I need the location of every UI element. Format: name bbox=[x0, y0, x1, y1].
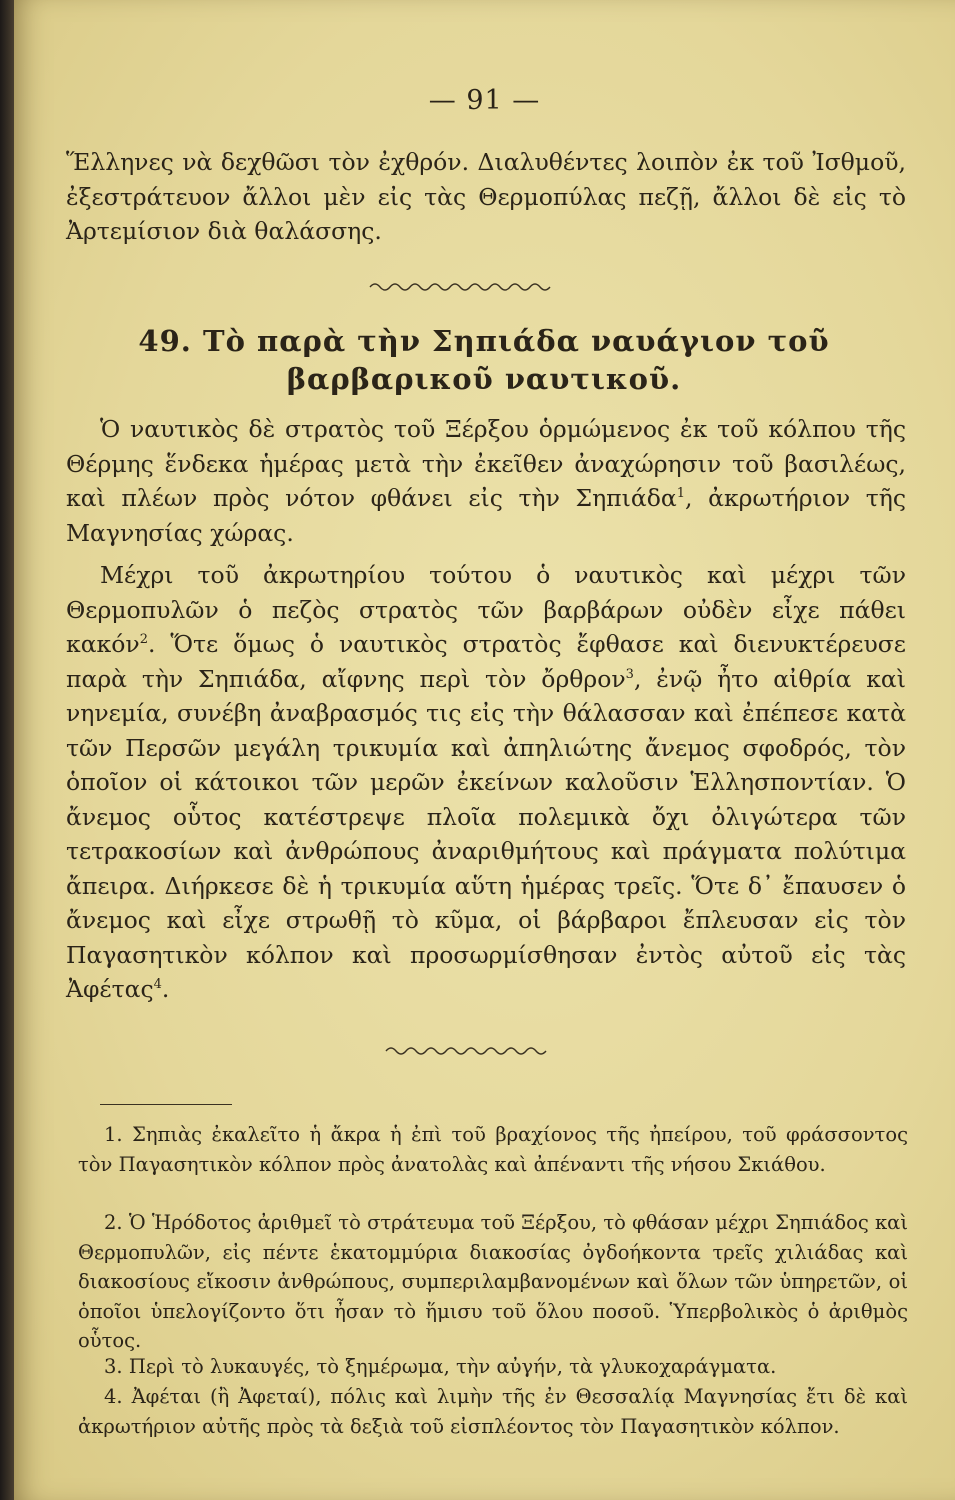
section-heading bbox=[74, 322, 894, 398]
footnote-number: 2. bbox=[104, 1211, 123, 1234]
paragraph-1-text-b: , ἀκρωτήριον τῆς Μαγνησίας χώρας. bbox=[66, 484, 907, 547]
paragraph-2-text-d: . bbox=[161, 975, 170, 1003]
footnote-ref-2: 2 bbox=[139, 632, 148, 648]
footnote-4 bbox=[78, 1382, 908, 1441]
section-title-line1: Τὸ παρὰ τὴν Σηπιάδα ναυάγιον τοῦ bbox=[202, 324, 830, 358]
footnote-text: Ὁ Ἡρόδοτος ἀριθμεῖ τὸ στράτευμα τοῦ Ξέρξου, τὸ φθάσαν μέχρι Σηπιάδος καὶ Θερμοπυλῶν, εἰς πέντε ἑκατομμύρια διακοσίας ὀγδοήκοντα τρεῖς χιλιάδας καὶ διακοσίους εἴκοσιν ἀνθρώπους, συμπεριλαμβανομένων καὶ ὅλων τῶν ὑπηρετῶν, οἱ ὁποῖοι ὑπελογίζοντο ὅτι ἦσαν τὸ ἥμισυ τοῦ ὅλου ποσοῦ. Ὑπερβολικὸς ὁ ἀριθμὸς οὗτος. bbox=[78, 1211, 908, 1352]
wavy-ornament-top bbox=[14, 280, 955, 294]
book-binding bbox=[0, 0, 14, 1500]
footnote-1 bbox=[78, 1120, 908, 1179]
footnote-number: 4. bbox=[104, 1385, 123, 1408]
paragraph-2-text-b: . Ὅτε ὅμως ὁ ναυτικὸς στρατὸς ἔφθασε καὶ διενυκτέρευσε παρὰ τὴν Σηπιάδα, αἴφνης περὶ τὸν ὄρθρον bbox=[66, 630, 906, 693]
paragraph-2 bbox=[66, 558, 906, 1007]
section-number: 49. bbox=[138, 324, 192, 358]
footnote-text: Σηπιὰς ἐκαλεῖτο ἡ ἄκρα ἡ ἐπὶ τοῦ βραχίονος τῆς ἠπείρου, τοῦ φράσσοντος τὸν Παγασητικὸν κόλπον πρὸς ἀνατολὰς καὶ ἀπέναντι τῆς νήσου Σκιάθου. bbox=[78, 1123, 908, 1176]
page-number: — 91 — bbox=[428, 85, 541, 116]
footnote-text: Περὶ τὸ λυκαυγές, τὸ ξημέρωμα, τὴν αὐγήν, τὰ γλυκοχαράγματα. bbox=[128, 1355, 777, 1378]
paragraph-2-text-a: Μέχρι τοῦ ἀκρωτηρίου τούτου ὁ ναυτικὸς καὶ μέχρι τῶν Θερμοπυλῶν ὁ πεζὸς στρατὸς τῶν βαρβάρων οὐδὲν εἶχε πάθει κακόν bbox=[66, 561, 906, 658]
footnote-text: Ἀφέται (ἢ Ἀφεταί), πόλις καὶ λιμὴν τῆς ἐν Θεσσαλίᾳ Μαγνησίας ἔτι δὲ καὶ ἀκρωτήριον αὐτῆς πρὸς τὰ δεξιὰ τοῦ εἰσπλέοντος τὸν Παγασητικὸν κόλπον. bbox=[78, 1385, 909, 1438]
footnote-number: 1. bbox=[104, 1123, 123, 1146]
wavy-ornament-bottom bbox=[14, 1044, 955, 1058]
footnote-number: 3. bbox=[104, 1355, 123, 1378]
intro-paragraph: Ἕλληνες νὰ δεχθῶσι τὸν ἐχθρόν. Διαλυθέντες λοιπὸν ἐκ τοῦ Ἰσθμοῦ, ἐξεστράτευον ἄλλοι μὲν εἰς τὰς Θερμοπύλας πεζῇ, ἄλλοι δὲ εἰς τὸ Ἀρτεμίσιον διὰ θαλάσσης. bbox=[66, 148, 906, 245]
footnote-3 bbox=[78, 1352, 908, 1382]
paragraph-1 bbox=[66, 412, 906, 550]
paragraph-1-text-a: Ὁ ναυτικὸς δὲ στρατὸς τοῦ Ξέρξου ὁρμώμενος ἐκ τοῦ κόλπου τῆς Θέρμης ἕνδεκα ἡμέρας μετὰ τὴν ἐκεῖθεν ἀναχώρησιν τοῦ βασιλέως, καὶ πλέων πρὸς νότον φθάνει εἰς τὴν Σηπιάδα bbox=[66, 415, 906, 512]
paragraph-2-text-c: , ἐνῷ ἦτο αἰθρία καὶ νηνεμία, συνέβη ἀναβρασμός τις εἰς τὴν θάλασσαν καὶ ἐπέπεσε κατὰ τῶν Περσῶν μεγάλη τρικυμία καὶ ἀπηλιώτης ἄνεμος σφοδρός, τὸν ὁποῖον οἱ κάτοικοι τῶν μερῶν ἐκείνων καλοῦσιν Ἑλλησποντίαν. Ὁ ἄνεμος οὗτος κατέστρεψε πλοῖα πολεμικὰ ὄχι ὀλιγώτερα τῶν τετρακοσίων καὶ ἀνθρώπους ἀναριθμήτους καὶ πράγματα πολύτιμα ἄπειρα. Διήρκεσε δὲ ἡ τρικυμία αὕτη ἡμέρας τρεῖς. Ὅτε δ᾽ ἔπαυσεν ὁ ἄνεμος καὶ εἶχε στρωθῇ τὸ κῦμα, οἱ βάρβαροι ἔπλευσαν εἰς τὸν Παγασητικὸν κόλπον καὶ προσωρμίσθησαν ἐντὸς αὐτοῦ εἰς τὰς Ἀφέτας bbox=[66, 664, 906, 1003]
footnote-divider bbox=[100, 1104, 232, 1105]
footnote-ref-4: 4 bbox=[153, 977, 162, 993]
footnote-ref-3: 3 bbox=[625, 666, 634, 682]
footnote-2 bbox=[78, 1208, 908, 1356]
footnote-ref-1: 1 bbox=[676, 486, 685, 502]
section-title-line2: βαρβαρικοῦ ναυτικοῦ. bbox=[286, 362, 682, 396]
book-page bbox=[14, 0, 955, 1500]
